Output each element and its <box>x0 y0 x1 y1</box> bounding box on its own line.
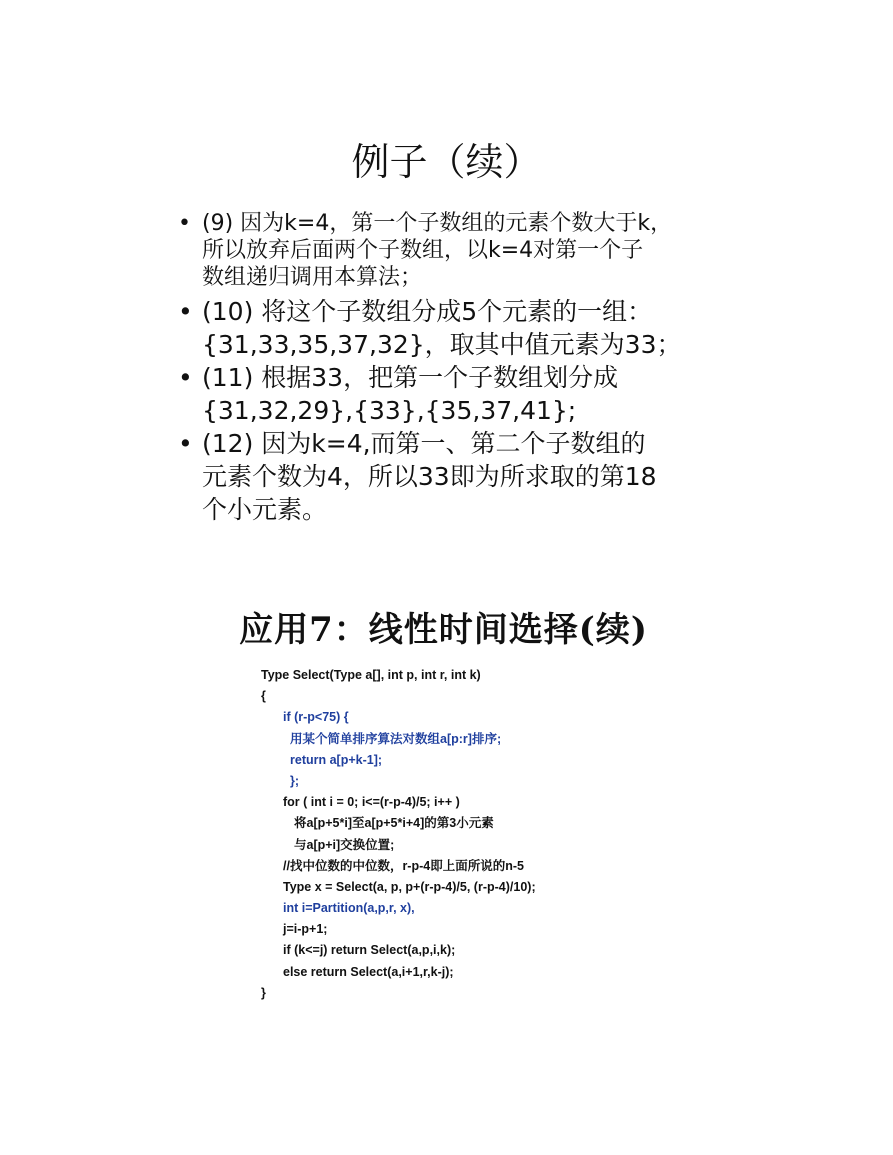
bullet-line: 个小元素。 <box>202 495 328 524</box>
code-line: if (k<=j) return Select(a,p,i,k); <box>283 943 456 958</box>
bullet-item-11 <box>178 361 738 427</box>
code-line: 与a[p+i]交换位置; <box>294 837 395 852</box>
code-line: return a[p+k-1]; <box>290 752 383 767</box>
code-block <box>261 665 781 1004</box>
bullet-line: 元素个数为4，所以33即为所求取的第18 <box>202 462 657 491</box>
bullet-line: (11) 根据33，把第一个子数组划分成 <box>202 363 619 392</box>
code-line: if (r-p<75) { <box>283 710 349 725</box>
bullet-dot-icon: • <box>178 429 193 458</box>
code-line: }; <box>290 773 300 788</box>
code-line: { <box>261 689 266 704</box>
bullet-line: 数组递归调用本算法； <box>202 265 423 290</box>
code-line: for ( int i = 0; i<=(r-p-4)/5; i++ ) <box>283 795 460 810</box>
bullet-dot-icon: • <box>178 297 193 326</box>
bullet-line: (10) 将这个子数组分成5个元素的一组： <box>202 297 653 326</box>
bullet-line: (12) 因为k=4,而第一、第二个子数组的 <box>202 429 646 458</box>
code-line: else return Select(a,i+1,r,k-j); <box>283 964 454 979</box>
bullet-line: (9) 因为k=4，第一个子数组的元素个数大于k， <box>202 211 673 236</box>
bullet-item-10 <box>178 295 738 361</box>
code-line: 用某个简单排序算法对数组a[p:r]排序; <box>290 731 502 746</box>
slide2-title: 应用7：线性时间选择(续) <box>239 610 648 650</box>
slide1-title: 例子（续） <box>351 140 542 184</box>
code-line: Type x = Select(a, p, p+(r-p-4)/5, (r-p-4)/10); <box>283 879 536 894</box>
bullet-list <box>178 210 738 526</box>
code-line: 将a[p+5*i]至a[p+5*i+4]的第3小元素 <box>294 816 494 831</box>
code-line: } <box>261 985 266 1000</box>
bullet-dot-icon: • <box>178 363 193 392</box>
bullet-item-12 <box>178 427 738 526</box>
code-line: Type Select(Type a[], int p, int r, int k) <box>261 668 481 682</box>
bullet-line: {31,32,29},{33},{35,37,41}; <box>202 396 577 425</box>
bullet-line: {31,33,35,37,32}，取其中值元素为33； <box>202 330 682 359</box>
bullet-item-9 <box>178 210 738 291</box>
code-line: int i=Partition(a,p,r, x), <box>283 901 415 916</box>
bullet-dot-icon: • <box>178 211 191 236</box>
bullet-line: 所以放弃后面两个子数组，以k=4对第一个子 <box>202 238 644 263</box>
code-line: //找中位数的中位数，r-p-4即上面所说的n-5 <box>283 858 524 873</box>
code-line: j=i-p+1; <box>283 922 328 937</box>
